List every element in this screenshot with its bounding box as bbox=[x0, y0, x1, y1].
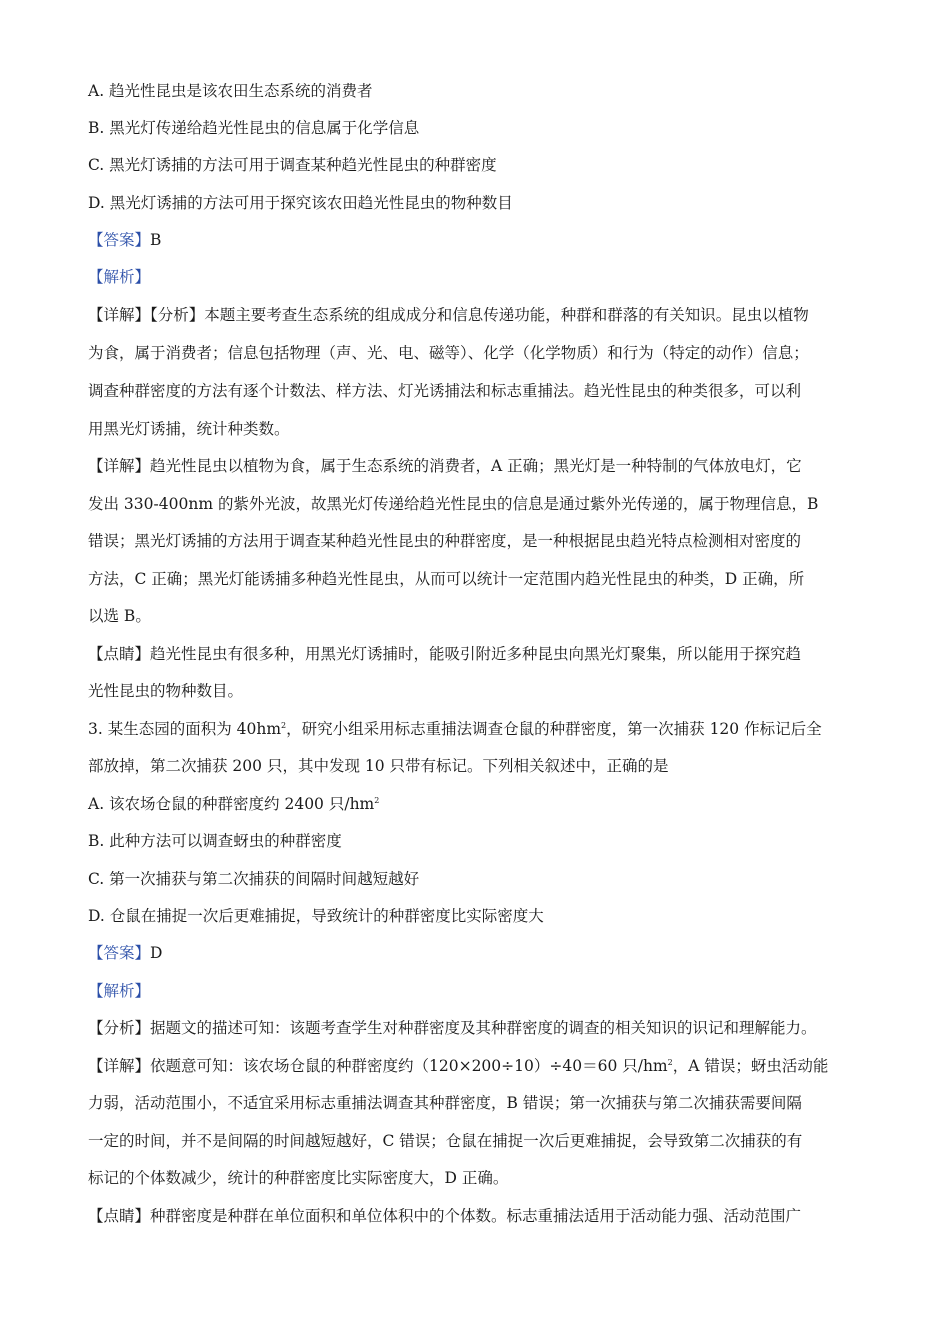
explanation-line: 错误；黑光灯诱捕的方法用于调查某种趋光性昆虫的种群密度，是一种根据昆虫趋光特点检测相对密度的 bbox=[88, 532, 802, 550]
answer-value: D bbox=[150, 944, 163, 962]
explanation-line: 为食，属于消费者；信息包括物理（声、光、电、磁等）、化学（化学物质）和行为（特定的动作）信息； bbox=[88, 344, 809, 362]
explanation-line: 发出 330-400nm 的紫外光波，故黑光灯传递给趋光性昆虫的信息是通过紫外光传递的，属于物理信息，B bbox=[88, 495, 819, 513]
answer-line bbox=[88, 229, 161, 251]
explanation-line: 方法，C 正确；黑光灯能诱捕多种趋光性昆虫，从而可以统计一定范围内趋光性昆虫的种类，D 正确，所 bbox=[88, 570, 805, 588]
explanation-line: 一定的时间，并不是间隔的时间越短越好，C 错误；仓鼠在捕捉一次后更难捕捉，会导致第二次捕获的有 bbox=[88, 1132, 803, 1150]
key-point-line: 光性昆虫的物种数目。 bbox=[88, 682, 244, 700]
analysis-heading: 【解析】 bbox=[88, 268, 151, 286]
option-b: B. 黑光灯传递给趋光性昆虫的信息属于化学信息 bbox=[88, 119, 420, 137]
explanation-line: 【详解】依题意可知：该农场仓鼠的种群密度约（120×200÷10）÷40＝60 只$/hm^2$，A 错误；蚜虫活动能 bbox=[88, 1057, 829, 1075]
explanation-line: 力弱，活动范围小，不适宜采用标志重捕法调查其种群密度，B 错误；第一次捕获与第二次捕获需要间隔 bbox=[88, 1094, 802, 1112]
option-a: A. 趋光性昆虫是该农田生态系统的消费者 bbox=[88, 82, 373, 100]
option-c: C. 黑光灯诱捕的方法可用于调查某种趋光性昆虫的种群密度 bbox=[88, 156, 497, 174]
explanation-line: 【详解】趋光性昆虫以植物为食，属于生态系统的消费者，A 正确；黑光灯是一种特制的气体放电灯，它 bbox=[88, 457, 802, 475]
answer-value: B bbox=[150, 231, 162, 249]
analysis-label: 解析 bbox=[103, 268, 135, 286]
option-c: C. 第一次捕获与第二次捕获的间隔时间越短越好 bbox=[88, 870, 420, 888]
option-d: D. 黑光灯诱捕的方法可用于探究该农田趋光性昆虫的物种数目 bbox=[88, 194, 513, 212]
superscript: 2 bbox=[667, 1057, 673, 1067]
answer-close-bracket: 】 bbox=[134, 231, 151, 249]
option-b: B. 此种方法可以调查蚜虫的种群密度 bbox=[88, 832, 342, 850]
answer-label: 答案 bbox=[103, 231, 135, 249]
explanation-line: 【分析】据题文的描述可知：该题考查学生对种群密度及其种群密度的调查的相关知识的识记和理解能力。 bbox=[88, 1019, 817, 1037]
explanation-line: 标记的个体数减少，统计的种群密度比实际密度大，D 正确。 bbox=[88, 1169, 509, 1187]
option-d: D. 仓鼠在捕捉一次后更难捕捉，导致统计的种群密度比实际密度大 bbox=[88, 907, 544, 925]
option-a: A. 该农场仓鼠的种群密度约 2400 只$/hm^2$ bbox=[88, 795, 380, 813]
explanation-line: 【详解】【分析】本题主要考查生态系统的组成成分和信息传递功能，种群和群落的有关知识。昆虫以植物 bbox=[88, 306, 809, 324]
answer-label: 答案 bbox=[103, 944, 135, 962]
key-point-line: 【点睛】趋光性昆虫有很多种，用黑光灯诱捕时，能吸引附近多种昆虫向黑光灯聚集，所以能用于探究趋 bbox=[88, 645, 802, 663]
analysis-heading: 【解析】 bbox=[88, 982, 151, 1000]
question-3-stem: 部放掉，第二次捕获 200 只，其中发现 10 只带有标记。下列相关叙述中，正确的是 bbox=[88, 757, 669, 775]
key-point-line: 【点睛】种群密度是种群在单位面积和单位体积中的个体数。标志重捕法适用于活动能力强、活动范围广 bbox=[88, 1207, 802, 1225]
explanation-line: 以选 B。 bbox=[88, 607, 151, 625]
superscript: 2 bbox=[374, 795, 380, 805]
question-3-stem: 3. 某生态园的面积为 $40hm^2$，研究小组采用标志重捕法调查仓鼠的种群密度，第一次捕获 120 作标记后全 bbox=[88, 720, 822, 738]
explanation-line: 调查种群密度的方法有逐个计数法、样方法、灯光诱捕法和标志重捕法。趋光性昆虫的种类很多，可以利 bbox=[88, 382, 802, 400]
superscript: 2 bbox=[281, 720, 287, 730]
explanation-line: 用黑光灯诱捕，统计种类数。 bbox=[88, 420, 290, 438]
answer-open-bracket: 【 bbox=[88, 231, 104, 249]
analysis-label: 解析 bbox=[103, 982, 135, 1000]
answer-line: 【答案】D bbox=[88, 944, 163, 962]
